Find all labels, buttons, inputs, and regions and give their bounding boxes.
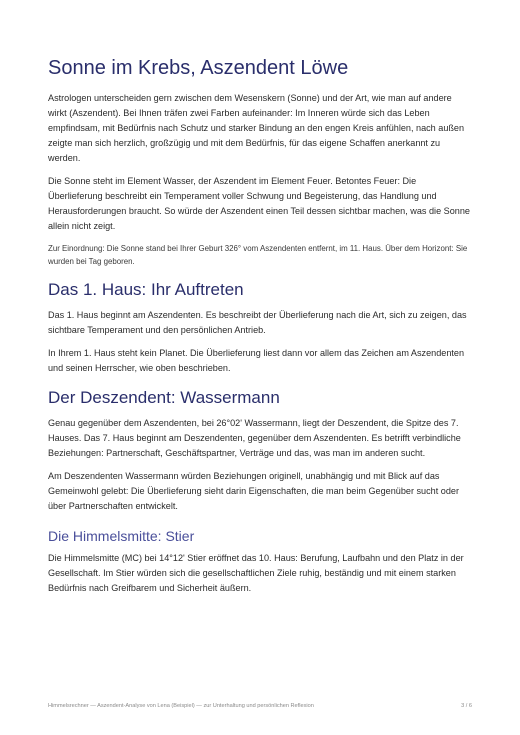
paragraph-descendant-aquarius: Am Deszendenten Wassermann würden Beziehungen originell, unabhängig und mit Blick auf das Gemeinwohl gelebt: Die Überlieferung sieht darin Eigenschaften, die man beim Gegenüber sucht oder über Partnerschaften entwickelt. [48, 471, 459, 511]
note-classification: Zur Einordnung: Die Sonne stand bei Ihrer Geburt 326° vom Aszendenten entfernt, im 11. Haus. Über dem Horizont: Sie wurden bei Tag geboren. [48, 244, 468, 266]
section-title-first-house: Das 1. Haus: Ihr Auftreten [48, 280, 244, 299]
section-title-sun-ascendant: Sonne im Krebs, Aszendent Löwe [48, 57, 349, 79]
document-page [48, 56, 472, 604]
paragraph-elements: Die Sonne steht im Element Wasser, der Aszendent im Element Feuer. Betontes Feuer: Die Überlieferung beschreibt ein Temperament voller Schwung und Begeisterung, das Handlung und Herausforderungen braucht. So würde der Aszendent einen Teil dessen sichtbar machen, was die Sonne allein nicht zeigt. [48, 176, 470, 231]
section-title-descendant: Der Deszendent: Wassermann [48, 388, 280, 407]
paragraph-first-house-planets: In Ihrem 1. Haus steht kein Planet. Die Überlieferung liest dann vor allem das Zeichen am Aszendenten und seinen Herrscher, wie oben beschrieben. [48, 348, 465, 373]
paragraph-sun-ascendant-intro: Astrologen unterscheiden gern zwischen dem Wesenskern (Sonne) und der Art, wie man auf andere wirkt (Aszendent). Bei Ihnen träfen zwei Farben aufeinander: Im Inneren würde sich das Leben empfindsam, mit Bedürfnis nach Schutz und starker Bindung an den engen Kreis anfühlen, nach außen zeigte man sich herzlich, großzügig und mit dem Bedürfnis, für das eigene Schaffen anerkannt zu werden. [48, 93, 465, 163]
paragraph-midheaven: Die Himmelsmitte (MC) bei 14°12' Stier eröffnet das 10. Haus: Berufung, Laufbahn und den Platz in der Gesellschaft. Im Stier würden sich die gesellschaftlichen Ziele ruhig, beständig und mit einem starken Bedürfnis nach Greifbarem und Sicherheit äußern. [48, 553, 464, 593]
page-footer [48, 703, 472, 709]
section-title-midheaven: Die Himmelsmitte: Stier [48, 528, 195, 544]
page-number: 3 / 6 [461, 703, 472, 709]
paragraph-first-house-description: Das 1. Haus beginnt am Aszendenten. Es beschreibt der Überlieferung nach die Art, sich zu zeigen, das sichtbare Temperament und den persönlichen Antrieb. [48, 310, 467, 335]
footer-text: Himmelsrechner — Aszendent-Analyse von Lena (Beispiel) — zur Unterhaltung und persönlichen Reflexion [48, 703, 314, 709]
paragraph-descendant-position: Genau gegenüber dem Aszendenten, bei 26°02' Wassermann, liegt der Deszendent, die Spitze des 7. Hauses. Das 7. Haus beginnt am Deszendenten, gegenüber dem Aszendenten. Es betrifft verbindliche Beziehungen: Partnerschaft, Geschäftspartner, Verträge und das, was man im anderen sucht. [48, 418, 461, 458]
